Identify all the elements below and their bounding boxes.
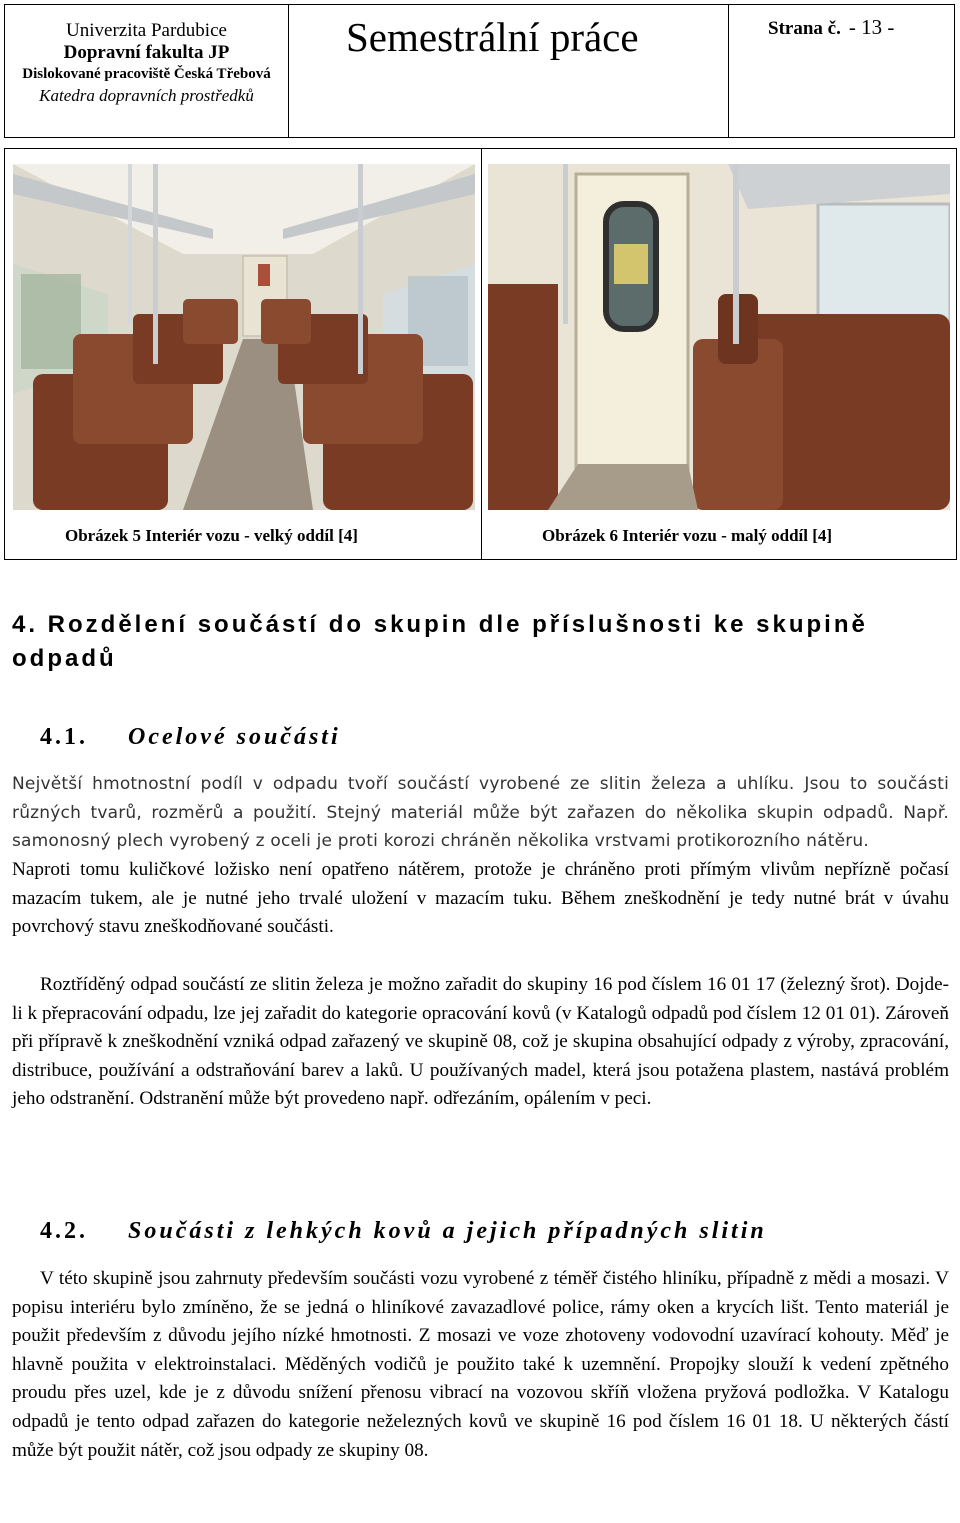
figure-5-caption: Obrázek 5 Interiér vozu - velký oddíl [4] [65,526,358,545]
figure-table [4,148,957,560]
section-title: Ocelové součásti [128,724,341,750]
paragraph-b-text: Naproti tomu kuličkové ložisko není opatřeno nátěrem, protože je chráněno proti přímým vlivům nepřízně počasí mazacím tukem, ale je nutné jeho trvalé uložení v mazacím tuku. Během zneškodnění je tedy nutné brát v úvahu povrchový stavu zneškodňované součásti. [12,859,949,938]
chapter-heading: 4. Rozdělení součástí do skupin dle příslušnosti ke skupině odpadů [12,611,868,672]
department-name: Katedra dopravních prostředků [39,86,254,105]
figure-divider [481,149,482,559]
section-number: 4.2. [40,1218,88,1244]
figure-5-photo [13,164,475,510]
page-indicator [768,15,894,40]
section-4-1-paragraph-b [12,856,949,942]
figure-6-photo [488,164,950,510]
section-4-1-heading [40,724,341,751]
page-header [4,4,955,138]
header-page-cell [728,5,954,137]
faculty-name: Dopravní fakulta JP [63,42,230,63]
page-number: - 13 - [848,15,895,39]
section-4-2-paragraph: V této skupině jsou zahrnuty především součásti vozu vyrobené z téměř čistého hliníku, případně z mědi a mosazi. V popisu interiéru bylo zmíněno, že se jedná o hliníkové zavazadlové police, rámy oken a krycích lišt. Tento materiál je použit především z důvodu jejího nízké hmotnosti. Z mosazi ve voze zhotoveny vodovodní uzavírací kohouty. Měď je hlavně použita v elektroinstalaci. Měděných vodičů je použito také k uzemnění. Propojky slouží k vedení zpětného proudu přes uzel, kde je z důvodu snížení přenosu vibrací na vozovou skříň vložena pryžová podložka. V Katalogu odpadů je tento odpad zařazen do kategorie neželezných kovů ve skupině 16 pod číslem 16 01 18. U některých částí může být použit nátěr, což jsou odpady ze skupiny 08. [12,1268,949,1461]
section-4-1-paragraph-a: Největší hmotnostní podíl v odpadu tvoří součástí vyrobené ze slitin železa a uhlíku. Jsou to součásti různých tvarů, rozměrů a použití. Stejný materiál může být zařazen do několika skupin odpadů. Např. samonosný plech vyrobený z oceli je proti korozi chráněn několika vrstvami protikorozního nátěru. [12,774,949,852]
train-interior-small-image [488,164,950,510]
page-label: Strana č. [768,18,841,39]
header-institution [5,5,289,137]
figure-6-caption: Obrázek 6 Interiér vozu - malý oddíl [4] [542,526,833,545]
university-name: Univerzita Pardubice [66,20,227,41]
header-title-cell [288,5,729,137]
section-4-2-heading [40,1218,767,1245]
section-4-1-paragraph-c: Roztříděný odpad součástí ze slitin železa je možno zařadit do skupiny 16 pod číslem 16 01 17 (železný šrot). Dojde-li k přepracování odpadu, lze jej zařadit do kategorie opracování kovů (v Katalogů odpadů pod číslem 12 01 01). Zároveň při přípravě k zneškodnění vzniká odpad zařazený ve skupině 08, což je skupina obsahující odpady z výroby, zpracování, distribuce, používání a odstraňování barev a laků. U používaných madel, která jsou potažena plastem, nastává problém jeho odstranění. Odstranění může být provedeno např. odřezáním, opálením v peci. [12,974,949,1110]
branch-name: Dislokované pracoviště Česká Třebová [22,66,271,82]
section-title: Součásti z lehkých kovů a jejich případných slitin [128,1218,767,1244]
section-number: 4.1. [40,724,88,750]
train-interior-large-image [13,164,475,510]
document-title: Semestrální práce [346,14,639,60]
